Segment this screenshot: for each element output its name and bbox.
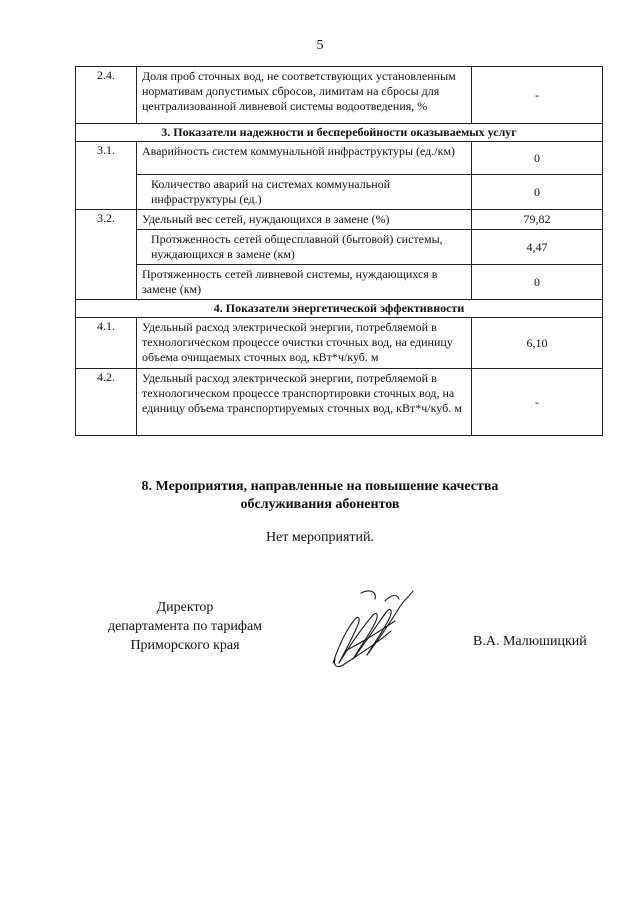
indicator-name: Протяженность сетей общесплавной (бытовой) системы, нуждающихся в замене (км) [137,230,472,265]
indicator-name: Удельный расход электрической энергии, потребляемой в технологическом процессе транспортировки сточных вод, на единицу объема транспортируемых сточных вод, кВт*ч/куб. м [137,369,472,436]
row-number: 4.1. [76,318,137,369]
table-row [76,230,603,265]
signer-position-line: департамента по тарифам [107,619,263,634]
handwritten-signature [325,585,425,670]
table-row [76,318,603,369]
row-number [76,230,137,265]
indicator-value: 0 [472,175,603,210]
indicator-value: 79,82 [472,210,603,230]
indicators-table [75,66,603,436]
row-number [76,175,137,210]
table-row [76,67,603,124]
indicator-name: Удельный вес сетей, нуждающихся в замене (%) [137,210,472,230]
signer-position [95,598,275,655]
signer-position-line: Директор [156,600,214,615]
indicator-name: Количество аварий на системах коммунальной инфраструктуры (ед.) [137,175,472,210]
indicator-value: 0 [472,265,603,300]
signer-position-line: Приморского края [130,638,240,653]
no-measures-text: Нет мероприятий. [265,530,375,545]
row-number [76,265,137,300]
table-row [76,210,603,230]
section-heading: 3. Показатели надежности и бесперебойности оказываемых услуг [76,124,603,142]
indicator-value: 0 [472,142,603,175]
table-row [76,142,603,175]
table-row [76,265,603,300]
row-number: 3.1. [76,142,137,175]
section-heading: 4. Показатели энергетической эффективности [76,300,603,318]
indicator-value: - [472,369,603,436]
indicator-name: Аварийность систем коммунальной инфраструктуры (ед./км) [137,142,472,175]
section-8-title [0,478,640,514]
indicator-name: Удельный расход электрической энергии, потребляемой в технологическом процессе очистки сточных вод, на единицу объема очищаемых сточных вод, кВт*ч/куб. м [137,318,472,369]
indicator-value: 6,10 [472,318,603,369]
section-row [76,124,603,142]
section-row [76,300,603,318]
indicator-value: 4,47 [472,230,603,265]
row-number: 2.4. [76,67,137,124]
row-number: 4.2. [76,369,137,436]
signer-name: В.А. Малюшицкий [473,634,587,649]
indicator-name: Протяженность сетей ливневой системы, нуждающихся в замене (км) [137,265,472,300]
table-row [76,369,603,436]
section-8-title-line: обслуживания абонентов [240,497,400,512]
indicator-name: Доля проб сточных вод, не соответствующих установленным нормативам допустимых сбросов, лимитам на сбросы для централизованной ливневой системы водоотведения, % [137,67,472,124]
section-8-title-line: 8. Мероприятия, направленные на повышение качества [141,479,499,494]
indicator-value: - [472,67,603,124]
page-number: 5 [316,38,324,53]
table-row [76,175,603,210]
row-number: 3.2. [76,210,137,230]
